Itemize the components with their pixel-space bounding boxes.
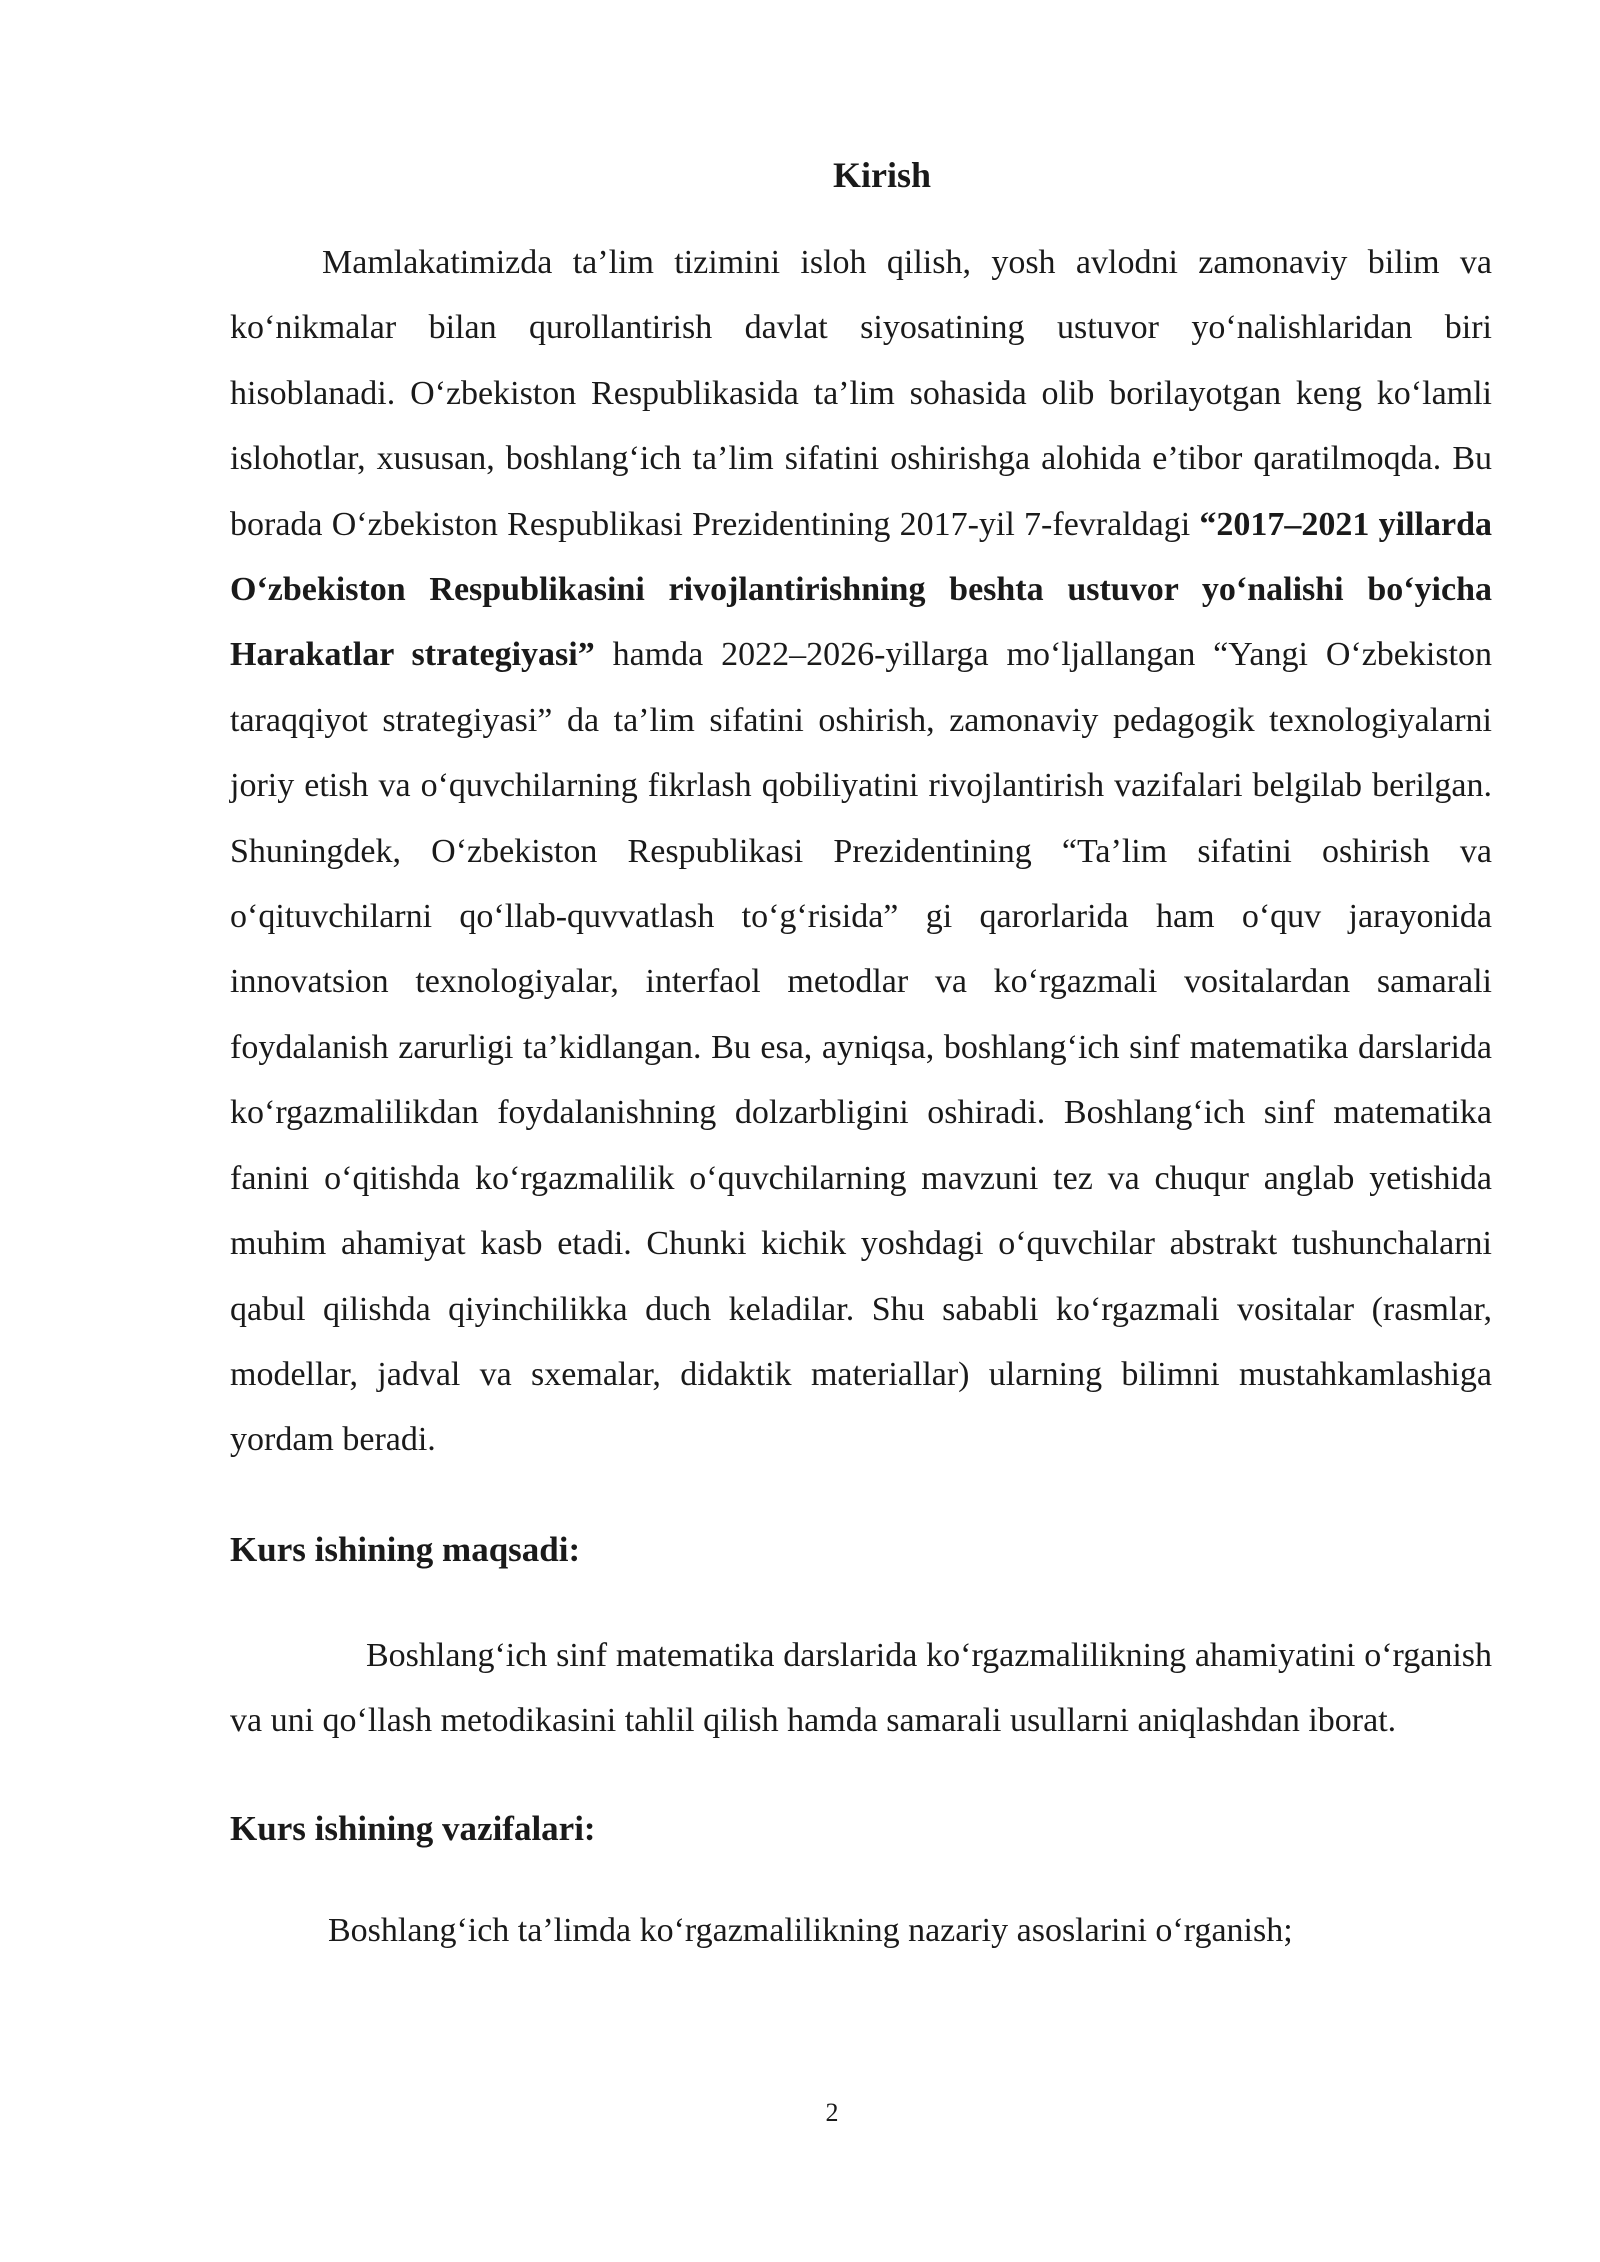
intro-paragraph	[230, 230, 1492, 1473]
tasks-heading: Kurs ishining vazifalari:	[230, 1808, 596, 1848]
goal-heading: Kurs ishining maqsadi:	[230, 1529, 581, 1569]
task-item: Boshlang‘ich ta’limda ko‘rgazmalilikning nazariy asoslarini o‘rganish;	[328, 1911, 1293, 1949]
page-content	[230, 148, 1492, 1963]
page-number: 2	[825, 2098, 839, 2127]
intro-text-start: Mamlakatimizda ta’lim tizimini isloh qilish, yosh avlodni zamonaviy bilim va ko‘nikmalar bilan qurollantirish davlat siyosatining ustuvor yo‘nalishlaridan biri hisoblanadi. O‘zbekiston Respublikasida ta’lim sohasida olib borilayotgan keng ko‘lamli islohotlar, xususan, boshlang‘ich ta’lim sifatini oshirishga alohida e’tibor qaratilmoqda. Bu borada O‘zbekiston Respublikasi Prezidentining 2017-yil 7-fevraldagi	[230, 244, 1492, 543]
intro-text-end: hamda 2022–2026-yillarga mo‘ljallangan “Yangi O‘zbekiston taraqqiyot strategiyasi” da ta’lim sifatini oshirish, zamonaviy pedagogik texnologiyalarni joriy etish va o‘quvchilarning fikrlash qobiliyatini rivojlantirish vazifalari belgilab berilgan. Shuningdek, O‘zbekiston Respublikasi Prezidentining “Ta’lim sifatini oshirish va o‘qituvchilarni qo‘llab-quvvatlash to‘g‘risida” gi qarorlarida ham o‘quv jarayonida innovatsion texnologiyalar, interfaol metodlar va ko‘rgazmali vositalardan samarali foydalanish zarurligi ta’kidlangan. Bu esa, ayniqsa, boshlang‘ich sinf matematika darslarida ko‘rgazmalilikdan foydalanishning dolzarbligini oshiradi. Boshlang‘ich sinf matematika fanini o‘qitishda ko‘rgazmalilik o‘quvchilarning mavzuni tez va chuqur anglab yetishida muhim ahamiyat kasb etadi. Chunki kichik yoshdagi o‘quvchilar abstrakt tushunchalarni qabul qilishda qiyinchilikka duch keladilar. Shu sababli ko‘rgazmali vositalar (rasmlar, modellar, jadval va sxemalar, didaktik materiallar) ularning bilimni mustahkamlashiga yordam beradi.	[230, 636, 1492, 1459]
goal-paragraph: Boshlang‘ich sinf matematika darslarida ko‘rgazmalilikning ahamiyatini o‘rganish va uni qo‘llash metodikasini tahlil qilish hamda samarali usullarni aniqlashdan iborat.	[230, 1636, 1492, 1740]
intro-bold-strategy-title: “2017–2021 yillarda O‘zbekiston Respublikasini rivojlantirishning beshta ustuvor yo‘nalishi bo‘yicha Harakatlar strategiyasi”	[230, 505, 1492, 674]
page-title: Kirish	[832, 155, 931, 195]
